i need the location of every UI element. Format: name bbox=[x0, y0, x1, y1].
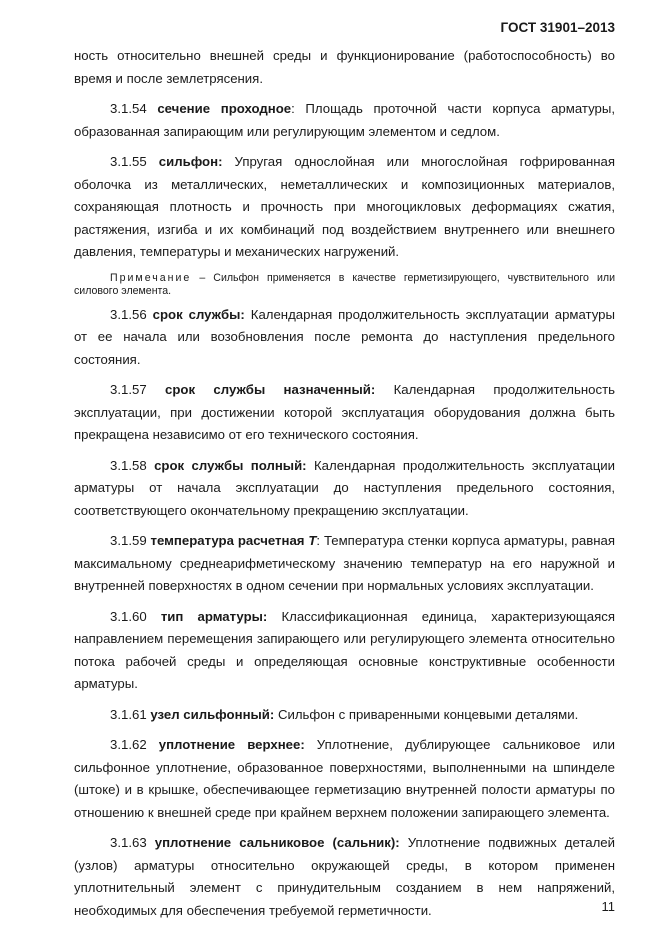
term-number: 3.1.60 bbox=[110, 608, 147, 624]
term-symbol: T bbox=[308, 533, 317, 548]
term-number: 3.1.58 bbox=[110, 457, 147, 473]
term-entry bbox=[74, 832, 615, 922]
term-name: тип арматуры: bbox=[160, 608, 268, 624]
term-entry bbox=[74, 98, 615, 143]
term-name: уплотнение верхнее: bbox=[158, 737, 305, 752]
term-entry bbox=[74, 704, 615, 727]
term-definition: : Площадь проточной части корпуса арматуры, образованная запирающим или регулирующим элементом и седлом. bbox=[74, 101, 615, 139]
term-name: узел сильфонный: bbox=[150, 706, 275, 722]
term-definition: Календарная продолжительность эксплуатации, при достижении которой эксплуатация оборудования должна быть прекращена независимо от его технического состояния. bbox=[74, 382, 615, 442]
term-name: уплотнение сальниковое (сальник): bbox=[154, 835, 400, 850]
term-number: 3.1.55 bbox=[110, 154, 147, 169]
term-number: 3.1.62 bbox=[110, 737, 147, 752]
term-name: срок службы: bbox=[152, 306, 245, 322]
term-entry bbox=[74, 379, 615, 447]
term-definition: Упругая однослойная или многослойная гофрированная оболочка из металлических, неметаллических и композиционных материалов, сохраняющая плотность и прочность при многоцикловых деформациях сжатия, растяжения, изгиба и их комбинаций под воздействием внутреннего или внешнего давления, температуры и механических нагружений. bbox=[74, 154, 615, 259]
term-entry bbox=[74, 734, 615, 824]
term-number: 3.1.54 bbox=[110, 101, 147, 116]
term-entry bbox=[74, 530, 615, 598]
term-entry bbox=[74, 606, 615, 696]
term-definition: Календарная продолжительность эксплуатации арматуры от начала эксплуатации до наступления предельного состояния, соответствующего окончательному прекращению эксплуатации. bbox=[74, 457, 615, 518]
document-header: ГОСТ 31901–2013 bbox=[500, 20, 615, 35]
note-paragraph bbox=[74, 272, 615, 298]
term-definition: Календарная продолжительность эксплуатации арматуры от ее начала или возобновления после ремонта до наступления предельного состояния. bbox=[74, 306, 615, 367]
term-number: 3.1.57 bbox=[110, 382, 147, 397]
term-name: сильфон: bbox=[158, 154, 223, 169]
term-entry bbox=[74, 304, 615, 372]
page-body bbox=[74, 45, 615, 930]
term-definition: Уплотнение, дублирующее сальниковое или сильфонное уплотнение, образованное поверхностями, выполненными на шпинделе (штоке) и в крышке, обеспечивающее герметизацию внутренней полости арматуры по отношению к внешней среде при крайнем верхнем положении запирающего элемента. bbox=[74, 737, 615, 820]
note-text: – Сильфон применяется в качестве герметизирующего, чувствительного или силового элемента. bbox=[74, 271, 615, 297]
page-number: 11 bbox=[601, 899, 615, 914]
term-entry bbox=[74, 455, 615, 523]
term-number: 3.1.59 bbox=[110, 533, 147, 548]
continuation-paragraph: ность относительно внешней среды и функционирование (работоспособность) во время и после землетрясения. bbox=[74, 48, 615, 86]
term-definition: Сильфон с приваренными концевыми деталями. bbox=[274, 706, 579, 722]
term-definition: Уплотнение подвижных деталей (узлов) арматуры относительно окружающей среды, в котором применен уплотнительный элемент с принудительным созданием в нем напряжений, необходимых для обеспечения требуемой герметичности. bbox=[74, 835, 615, 918]
note-label: Примечание bbox=[110, 271, 192, 284]
term-definition: : Температура стенки корпуса арматуры, равная максимальному среднеарифметическому значению температур на его наружной и внутренней поверхностях в одном сечении при нормальных условиях эксплуатации. bbox=[74, 533, 615, 593]
term-name: срок службы назначенный: bbox=[165, 382, 376, 397]
term-number: 3.1.56 bbox=[110, 306, 147, 322]
term-name: срок службы полный: bbox=[154, 457, 307, 473]
term-definition: Классификационная единица, характеризующаяся направлением перемещения запирающего или регулирующего элемента относительно потока рабочей среды и определяющая основные конструктивные особенности арматуры. bbox=[74, 608, 615, 691]
term-name: сечение проходное bbox=[157, 101, 292, 116]
term-name: температура расчетная bbox=[150, 533, 305, 548]
term-entry bbox=[74, 151, 615, 264]
term-number: 3.1.61 bbox=[110, 706, 147, 722]
term-number: 3.1.63 bbox=[110, 835, 147, 850]
